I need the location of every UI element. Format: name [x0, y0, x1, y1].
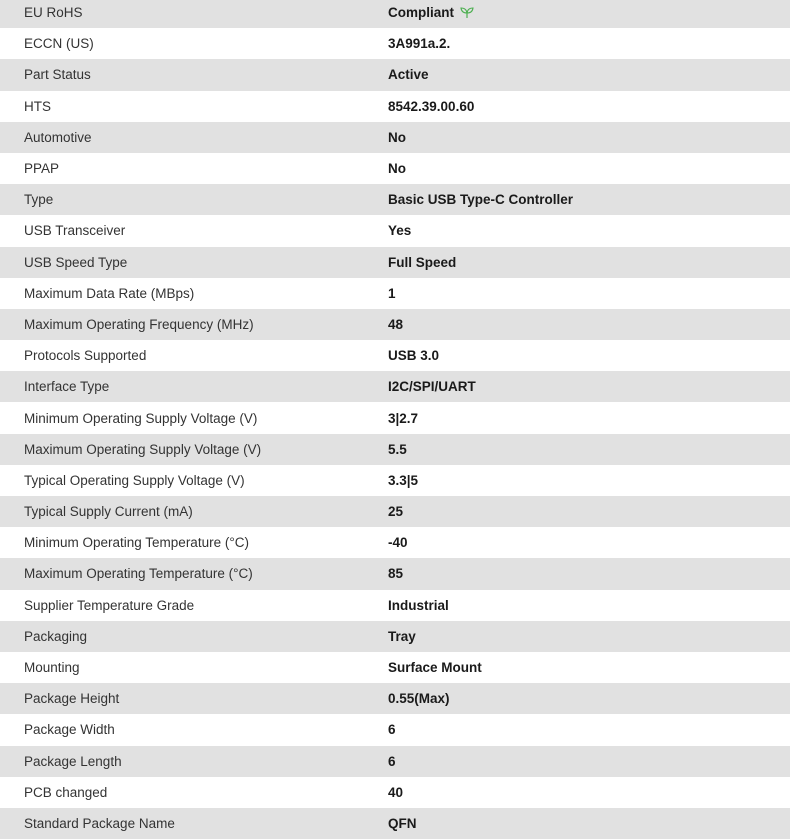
- spec-value: 3A991a.2.: [388, 36, 451, 52]
- spec-label: USB Transceiver: [24, 223, 126, 239]
- spec-label: EU RoHS: [24, 5, 83, 21]
- spec-label: ECCN (US): [24, 36, 94, 52]
- spec-value: 8542.39.00.60: [388, 98, 475, 114]
- spec-row-package-length: [0, 746, 790, 777]
- spec-row-type: [0, 184, 790, 215]
- spec-value: Full Speed: [388, 254, 457, 270]
- spec-row-standard-package-name: [0, 808, 790, 839]
- spec-row-max-supply-voltage: [0, 434, 790, 465]
- spec-label: PCB changed: [24, 784, 108, 800]
- spec-label: Packaging: [24, 628, 88, 644]
- spec-label: Part Status: [24, 67, 91, 83]
- spec-value: Basic USB Type-C Controller: [388, 192, 574, 208]
- spec-label: Type: [24, 192, 54, 208]
- spec-value: 25: [388, 504, 404, 520]
- spec-label: USB Speed Type: [24, 254, 128, 270]
- spec-label: Standard Package Name: [24, 815, 175, 831]
- spec-row-mounting: [0, 652, 790, 683]
- spec-value: 5.5: [388, 441, 407, 457]
- spec-label: Package Height: [24, 691, 120, 707]
- spec-value: QFN: [388, 815, 417, 831]
- spec-value: No: [388, 161, 406, 177]
- spec-row-usb-transceiver: [0, 215, 790, 246]
- spec-value: 6: [388, 722, 396, 738]
- spec-label: Package Width: [24, 722, 115, 738]
- spec-value: 0.55(Max): [388, 691, 450, 707]
- spec-label: Maximum Data Rate (MBps): [24, 285, 195, 301]
- spec-label: Automotive: [24, 129, 92, 145]
- spec-value: 3.3|5: [388, 472, 419, 488]
- spec-value: Industrial: [388, 597, 449, 613]
- spec-value: 3|2.7: [388, 410, 419, 426]
- spec-row-ppap: [0, 153, 790, 184]
- spec-row-typical-supply-voltage: [0, 465, 790, 496]
- spec-row-usb-speed-type: [0, 247, 790, 278]
- spec-label: Typical Operating Supply Voltage (V): [24, 472, 245, 488]
- spec-label: Maximum Operating Temperature (°C): [24, 566, 253, 582]
- spec-row-min-supply-voltage: [0, 402, 790, 433]
- spec-label: Minimum Operating Temperature (°C): [24, 535, 249, 551]
- spec-row-packaging: [0, 621, 790, 652]
- spec-row-typical-supply-current: [0, 496, 790, 527]
- spec-row-package-width: [0, 714, 790, 745]
- spec-row-package-height: [0, 683, 790, 714]
- spec-value: Compliant: [388, 5, 454, 21]
- spec-value: 40: [388, 784, 404, 800]
- spec-value: 85: [388, 566, 404, 582]
- spec-label: Mounting: [24, 660, 80, 676]
- spec-value-cell: [388, 5, 790, 20]
- spec-label: Maximum Operating Frequency (MHz): [24, 316, 254, 332]
- spec-value: Active: [388, 67, 429, 83]
- spec-value: 6: [388, 753, 396, 769]
- leaf-icon: [460, 7, 474, 19]
- spec-row-part-status: [0, 59, 790, 90]
- spec-value: I2C/SPI/UART: [388, 379, 476, 395]
- spec-label: Supplier Temperature Grade: [24, 597, 195, 613]
- spec-row-min-operating-temperature: [0, 527, 790, 558]
- spec-label: Minimum Operating Supply Voltage (V): [24, 410, 258, 426]
- spec-row-max-operating-temperature: [0, 558, 790, 589]
- spec-row-hts: [0, 91, 790, 122]
- spec-value: USB 3.0: [388, 348, 440, 364]
- spec-value: -40: [388, 535, 408, 551]
- spec-value: Surface Mount: [388, 660, 482, 676]
- spec-row-interface-type: [0, 371, 790, 402]
- spec-value: No: [388, 129, 406, 145]
- spec-row-pcb-changed: [0, 777, 790, 808]
- spec-row-max-data-rate: [0, 278, 790, 309]
- spec-row-automotive: [0, 122, 790, 153]
- spec-label: Maximum Operating Supply Voltage (V): [24, 441, 262, 457]
- spec-row-supplier-temperature-grade: [0, 590, 790, 621]
- spec-label: PPAP: [24, 161, 60, 177]
- spec-label: Protocols Supported: [24, 348, 147, 364]
- spec-row-max-operating-frequency: [0, 309, 790, 340]
- spec-row-eu-rohs: [0, 0, 790, 28]
- spec-row-eccn: [0, 28, 790, 59]
- spec-row-protocols-supported: [0, 340, 790, 371]
- spec-label: Interface Type: [24, 379, 110, 395]
- spec-value: 1: [388, 285, 396, 301]
- spec-label: Typical Supply Current (mA): [24, 504, 193, 520]
- spec-label: Package Length: [24, 753, 122, 769]
- spec-value: Yes: [388, 223, 412, 239]
- spec-value: Tray: [388, 628, 416, 644]
- spec-value: 48: [388, 316, 404, 332]
- spec-label: HTS: [24, 98, 51, 114]
